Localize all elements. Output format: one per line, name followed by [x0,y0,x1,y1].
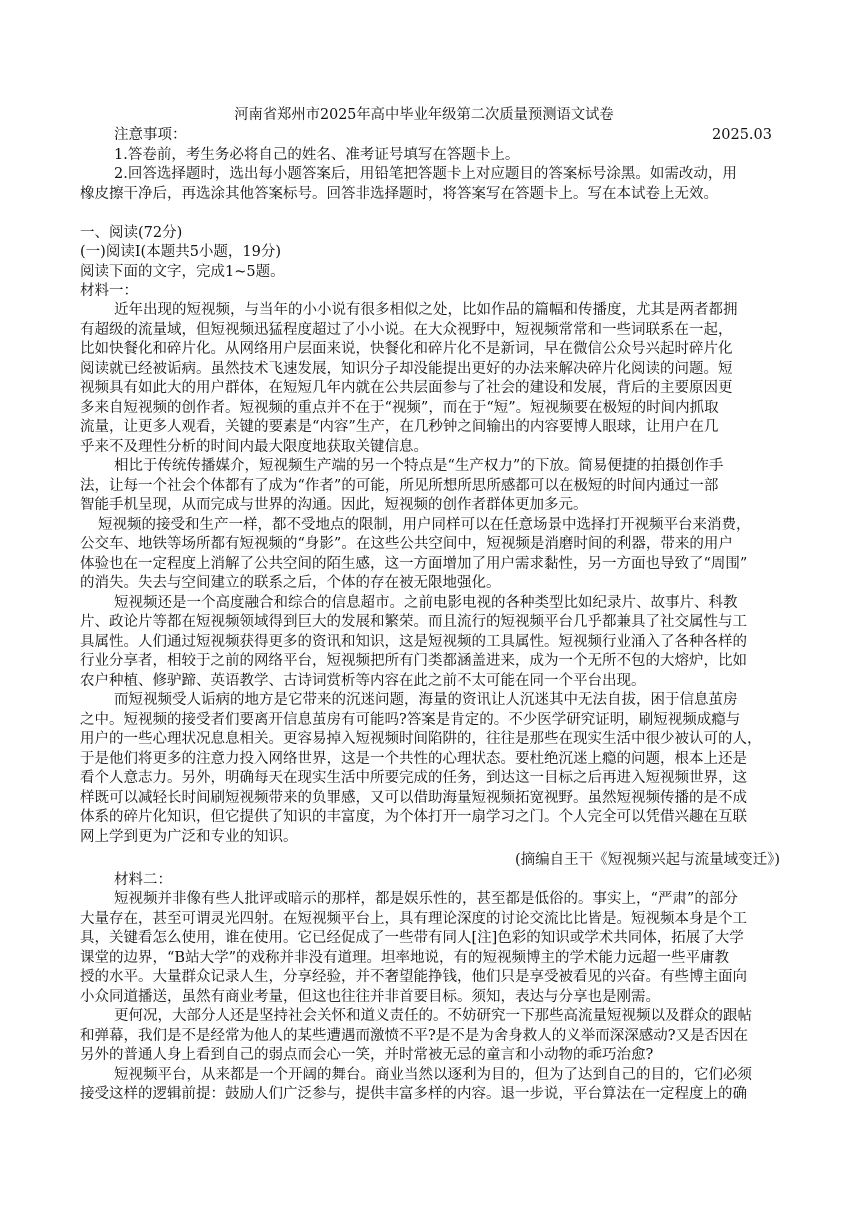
text-line: 有超级的流量域，但短视频迅猛程度超过了小小说。在大众视野中，短视频常常和一些词联系在一起， [80,322,733,338]
source-citation: (摘编自王干《短视频兴起与流量域变迁》) [514,852,780,868]
text-line: 相比于传统传播媒介，短视频生产端的另一个特点是“生产权力”的下放。简易便捷的拍摄创作手 [114,458,724,474]
text-line: 和弹幕，我们是不是经常为他人的某些遭遇而激愤不平?是不是为舍身救人的义举而深深感动?又是否因在 [80,1028,749,1044]
exam-date: 2025.03 [712,127,772,143]
text-line: 比如快餐化和碎片化。从网络用户层面来说，快餐化和碎片化不是新词，早在微信公众号兴起时碎片化 [80,341,733,357]
text-line: 授的水平。大量群众记录人生，分享经验，并不奢望能挣钱，他们只是享受被看见的兴奋。有些博主面向 [80,969,747,985]
text-line: 于是他们将更多的注意力投入网络世界，这是一个共性的心理状态。要杜绝沉迷上瘾的问题，根本上还是 [80,751,747,767]
text-line: 短视频的接受和生产一样，都不受地点的限制，用户同样可以在任意场景中选择打开视频平台来消费， [98,517,751,533]
text-line: 近年出现的短视频，与当年的小小说有很多相似之处，比如作品的篇幅和传播度，尤其是两者都拥 [114,302,738,318]
text-line: 公交车、地铁等场所都有短视频的“身影”。在这些公共空间中，短视频是消磨时间的利器，带来的用户 [80,536,733,552]
text-line: 乎来不及理性分析的时间内最大限度地获取关键信息。 [80,439,428,455]
text-line: 短视频还是一个高度融合和综合的信息超市。之前电影电视的各种类型比如纪录片、故事片、科教 [114,595,738,611]
text-line: 流量，让更多人观看，关键的要素是“内容”生产，在几秒钟之间输出的内容要博人眼球，让用户在几 [80,419,719,435]
material-two-label: 材料二： [114,872,172,888]
notice-item: 2.回答选择题时，选出每小题答案后，用铅笔把答题卡上对应题目的答案标号涂黑。如需改动，用 [114,166,737,182]
text-line: 智能手机呈现，从而完成与世界的沟通。因此，短视频的创作者群体更加多元。 [80,497,588,513]
notice-item: 橡皮擦干净后，再选涂其他答案标号。回答非选择题时，将答案写在答题卡上。写在本试卷上无效。 [80,186,718,202]
page-title: 河南省郑州市2025年高中毕业年级第二次质量预测语文试卷 [234,107,614,123]
text-line: 之中。短视频的接受者们要离开信息茧房有可能吗?答案是肯定的。不少医学研究证明，刷短视频成瘾与 [80,712,741,728]
text-line: 的消失。失去与空间建立的联系之后，个体的存在被无限地强化。 [80,575,501,591]
text-line: 样既可以减轻长时间刷短视频带来的负罪感，又可以借助海量短视频拓宽视野。虽然短视频传播的是不成 [80,790,747,806]
text-line: 另外的普通人身上看到自己的弱点而会心一笑，并时常被无忌的童言和小动物的乖巧治愈? [80,1047,654,1063]
text-line: 具属性。人们通过短视频获得更多的资讯和知识，这是短视频的工具属性。短视频行业涌入了各种各样的 [80,634,747,650]
text-line: 而短视频受人诟病的地方是它带来的沉迷问题，海量的资讯让人沉迷其中无法自拔，困于信息茧房 [114,692,738,708]
text-line: 法，让每一个社会个体都有了成为“作者”的可能，所见所想所思所感都可以在极短的时间内通过一部 [80,478,719,494]
text-line: 更何况，大部分人还是坚持社会关怀和道义责任的。不妨研究一下那些高流量短视频以及群众的跟帖 [114,1008,752,1024]
text-line: 视频具有如此大的用户群体，在短短几年内就在公共层面参与了社会的建设和发展，背后的主要原因更 [80,380,733,396]
text-line: 农户种植、修驴蹄、英语教学、古诗词赏析等内容在此之前不太可能在同一个平台出现。 [80,673,646,689]
notice-item: 1.答卷前，考生务必将自己的姓名、准考证号填写在答题卡上。 [114,147,520,163]
text-line: 阅读就已经被诟病。虽然技术飞速发展，知识分子却没能提出更好的办法来解决碎片化阅读的问题。短 [80,361,733,377]
text-line: 小众同道播送，虽然有商业考量，但这也往往并非首要目标。须知，表达与分享也是刚需。 [80,989,660,1005]
text-line: 行业分享者，相较于之前的网络平台，短视频把所有门类都涵盖进来，成为一个无所不包的大熔炉，比如 [80,653,747,669]
subsection-heading: (一)阅读Ⅰ(本题共5小题，19分) [80,244,282,260]
section-heading: 一、阅读(72分) [80,225,183,241]
text-line: 短视频平台，从来都是一个开阔的舞台。商业当然以逐利为目的，但为了达到自己的目的，它们必须 [114,1067,752,1083]
text-line: 用户的一些心理状况息息相关。更容易掉入短视频时间陷阱的，往往是那些在现实生活中很少被认可的人， [80,731,762,747]
material-one-label: 材料一： [80,283,138,299]
text-line: 接受这样的逻辑前提：鼓励人们广泛参与，提供丰富多样的内容。退一步说，平台算法在一定程度上的确 [80,1086,747,1102]
text-line: 看个人意志力。另外，明确每天在现实生活中所要完成的任务，到达这一目标之后再进入短视频世界，这 [80,770,747,786]
text-line: 体验也在一定程度上消解了公共空间的陌生感，这一方面增加了用户需求黏性，另一方面也导致了“周围” [80,556,748,572]
text-line: 具，关键看怎么使用，谁在使用。它已经促成了一些带有同人[注]色彩的知识或学术共同体，拓展了大学 [80,930,744,946]
notice-label: 注意事项： [114,127,187,143]
instruction: 阅读下面的文字，完成1~5题。 [80,264,285,280]
text-line: 大量存在，甚至可谓灵光四射。在短视频平台上，具有理论深度的讨论交流比比皆是。短视频本身是个工 [80,911,747,927]
text-line: 课堂的边界，“B站大学”的戏称并非没有道理。坦率地说，有的短视频博主的学术能力远超一些平庸教 [80,950,729,966]
text-line: 多来自短视频的创作者。短视频的重点并不在于“视频”，而在于“短”。短视频要在极短的时间内抓取 [80,400,719,416]
text-line: 短视频并非像有些人批评或暗示的那样，都是娱乐性的，甚至都是低俗的。事实上，“严肃”的部分 [114,891,738,907]
text-line: 体系的碎片化知识，但它提供了知识的丰富度，为个体打开一扇学习之门。个人完全可以凭借兴趣在互联 [80,809,747,825]
text-line: 片、政论片等都在短视频领域得到巨大的发展和繁荣。而且流行的短视频平台几乎都兼具了社交属性与工 [80,614,747,630]
text-line: 网上学到更为广泛和专业的知识。 [80,829,298,845]
